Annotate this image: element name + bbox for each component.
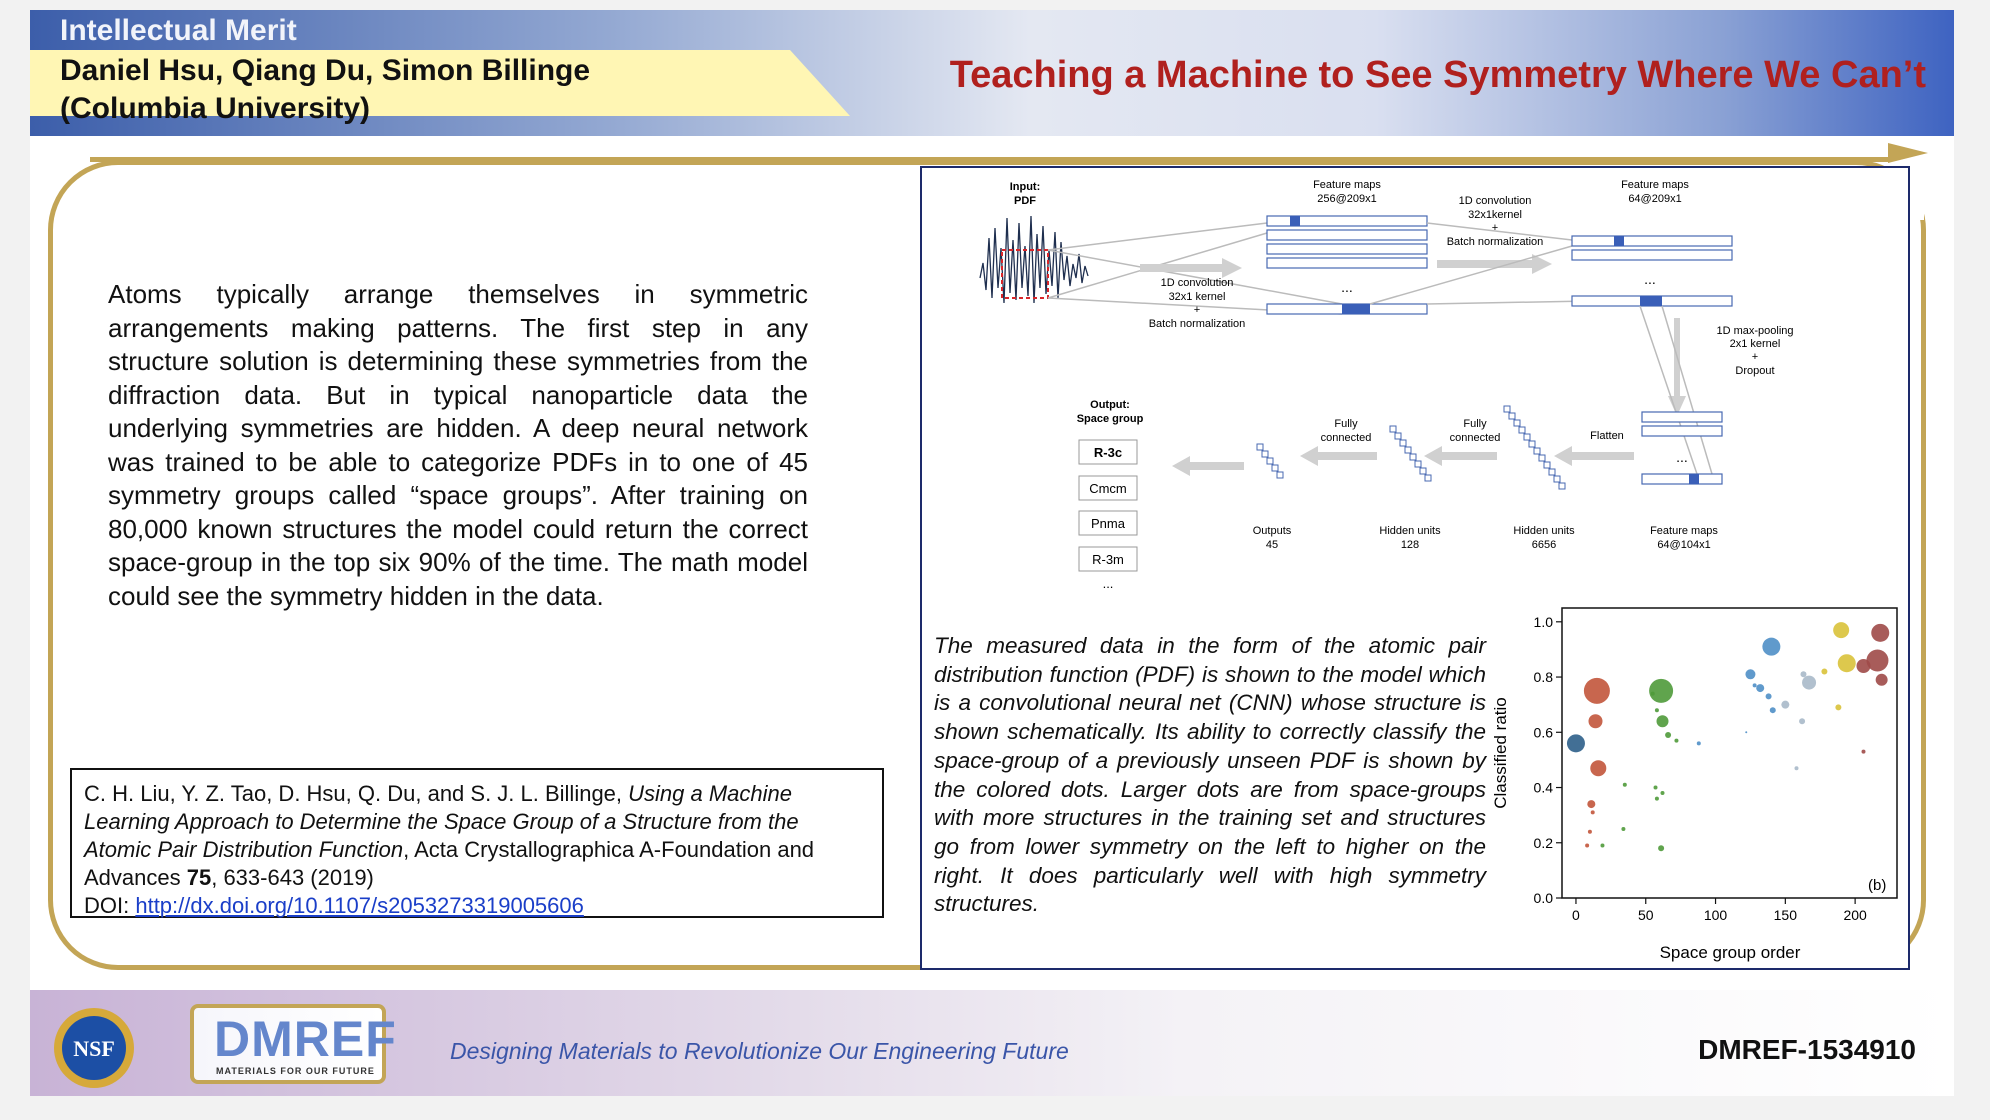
x-tick-label: 0 <box>1572 907 1580 923</box>
frame-top-line <box>90 157 1890 162</box>
fm1-dots: ... <box>1341 279 1353 295</box>
authors-line-2: (Columbia University) <box>60 92 371 125</box>
scatter-point <box>1590 760 1606 776</box>
scatter-point <box>1654 786 1658 790</box>
outputs-label-1: Outputs <box>1252 525 1292 537</box>
dmref-wordmark: DMREF <box>214 1011 397 1067</box>
fm1-title-1: Feature maps <box>1313 179 1381 191</box>
scatter-point <box>1655 708 1659 712</box>
scatter-point <box>1621 827 1625 831</box>
x-tick-label: 100 <box>1703 907 1728 923</box>
output-title-1: Output: <box>1090 399 1130 411</box>
ref-journal: , Acta Crystallographica A-Foundation and Advances <box>84 837 815 890</box>
output-arrow <box>1172 456 1244 476</box>
scatter-point <box>1802 676 1816 690</box>
output-title-2: Space group <box>1076 413 1144 425</box>
scatter-point <box>1588 830 1592 834</box>
scatter-point <box>1838 654 1856 672</box>
scatter-point <box>1799 718 1805 724</box>
scatter-point <box>1600 844 1604 848</box>
scatter-point <box>1665 732 1671 738</box>
scatter-point <box>1770 707 1776 713</box>
space-group-label: R-3c <box>1093 445 1123 460</box>
scatter-point <box>1674 739 1678 743</box>
scatter-point <box>1745 669 1755 679</box>
scatter-point <box>1658 845 1664 851</box>
scatter-point <box>1657 715 1669 727</box>
header <box>30 10 1954 136</box>
slide <box>30 10 1954 1096</box>
pool-label-1: 1D max-pooling <box>1716 325 1794 337</box>
chart-frame <box>1562 608 1897 898</box>
doi-link[interactable]: http://dx.doi.org/10.1107/s2053273319005606 <box>135 893 584 918</box>
conv1-label-1: 1D convolution <box>1160 277 1234 289</box>
scatter-point <box>1661 791 1665 795</box>
scatter-point <box>1833 622 1849 638</box>
hidden6656-chain <box>1504 406 1565 489</box>
scatter-point <box>1835 704 1841 710</box>
hidden6656-label-2: 6656 <box>1531 539 1557 551</box>
fc2-arrow <box>1424 446 1497 466</box>
conv1-label-2: 32x1 kernel <box>1168 291 1226 303</box>
ref-pages: , 633-643 (2019) <box>211 865 374 890</box>
flatten-arrow <box>1554 446 1634 466</box>
scatter-point <box>1795 766 1799 770</box>
flatten-label: Flatten <box>1590 430 1624 442</box>
hidden128-label-1: Hidden units <box>1379 525 1441 537</box>
slide-title: Teaching a Machine to See Symmetry Where We Can’t <box>949 54 1926 96</box>
conv1-arrow <box>1140 258 1242 278</box>
fm3-stack <box>1642 412 1722 484</box>
fc1-label-2: connected <box>1320 432 1372 444</box>
abstract-text: Atoms typically arrange themselves in symmetric arrangements making patterns. The first step in any structure solution is determining these symmetries from the diffraction data. But in typical nanoparticle data the underlying symmetries are hidden. A deep neural network was trained to be able to categorize PDFs in to one of 45 symmetry groups called “space groups”. After training on 80,000 known structures the model could return the correct space-group in the top six 90% of the time. The math model could see the symmetry hidden in the data. <box>108 279 808 611</box>
x-axis <box>1572 898 1867 923</box>
nsf-logo <box>52 1006 136 1090</box>
scatter-point <box>1745 731 1747 733</box>
pool-label-2: 2x1 kernel <box>1729 338 1781 350</box>
authors <box>60 52 590 128</box>
input-label-1: Input: <box>1009 181 1041 193</box>
fm3-title-2: 64@104x1 <box>1657 539 1711 551</box>
footer-tagline: Designing Materials to Revolutionize Our Engineering Future <box>450 1038 1069 1064</box>
proj-line <box>1370 246 1572 304</box>
scatter-point <box>1756 684 1764 692</box>
x-axis-label: Space group order <box>1659 943 1801 962</box>
ref-authors: C. H. Liu, Y. Z. Tao, D. Hsu, Q. Du, and S. J. L. Billinge, <box>84 781 629 806</box>
scatter-point <box>1655 797 1659 801</box>
conv2-label-3: + <box>1491 222 1499 234</box>
conv2-label-4: Batch normalization <box>1446 236 1544 248</box>
space-group-list <box>1079 440 1137 591</box>
scatter-point <box>1585 844 1589 848</box>
panel-label: (b) <box>1868 877 1887 894</box>
fm3-highlight <box>1689 474 1699 484</box>
input-label-2: PDF <box>1014 195 1036 207</box>
space-group-label: Cmcm <box>1089 481 1127 496</box>
y-axis-label: Classified ratio <box>1491 697 1510 809</box>
scatter-point <box>1857 659 1871 673</box>
fm1-highlight <box>1290 216 1300 226</box>
hidden128-label-2: 128 <box>1400 539 1420 551</box>
scatter-point <box>1876 674 1888 686</box>
frame-arrow-head <box>1888 143 1928 163</box>
y-tick-label: 0.2 <box>1533 834 1553 851</box>
authors-line-1: Daniel Hsu, Qiang Du, Simon Billinge <box>60 54 591 87</box>
conv2-label-2: 32x1kernel <box>1468 209 1522 221</box>
ref-volume: 75 <box>186 865 212 890</box>
scatter-point <box>1623 783 1627 787</box>
proj-line <box>1640 306 1697 474</box>
input-pdf-signal <box>980 216 1088 303</box>
figure-caption: The measured data in the form of the atomic pair distribution function (PDF) is shown to the model which is a convolutional neural net (CNN) whose structure is shown schematically. Its ability to correctly classify the space-group of a previously unseen PDF is shown by the colored dots. Larger dots are from space-groups with more structures in the training set and structures go from lower symmetry on the left to higher on the right. It does particularly well with high symmetry structures. <box>934 633 1486 917</box>
hidden6656-label-1: Hidden units <box>1513 525 1575 537</box>
ref-doi-label: DOI: <box>84 893 136 918</box>
fm2-title-2: 64@209x1 <box>1628 193 1682 205</box>
scatter-point <box>1800 671 1806 677</box>
space-group-more: ... <box>1102 576 1114 591</box>
ref-title: Using a Machine Learning Approach to Determine the Space Group of a Structure from the Atomic Pair Distribution Function <box>84 781 799 862</box>
dmref-logo <box>190 1004 397 1084</box>
fc1-arrow <box>1300 446 1377 466</box>
dmref-subtitle: MATERIALS FOR OUR FUTURE <box>216 1066 375 1076</box>
scatter-point <box>1821 669 1827 675</box>
scatter-point <box>1697 741 1701 745</box>
x-tick-label: 200 <box>1843 907 1867 923</box>
y-tick-label: 0.8 <box>1533 669 1553 686</box>
scatter-point <box>1766 693 1772 699</box>
scatter-point <box>1584 678 1610 704</box>
space-group-label: Pnma <box>1091 516 1125 531</box>
y-tick-label: 0.0 <box>1533 890 1553 906</box>
pool-label-3: + <box>1751 351 1759 363</box>
conv1-label-4: Batch normalization <box>1148 318 1246 330</box>
nsf-logo-text: NSF <box>73 1036 115 1061</box>
fm2-title-1: Feature maps <box>1621 179 1689 191</box>
footer <box>30 990 1954 1096</box>
scatter-point <box>1753 683 1757 687</box>
fm3-title-1: Feature maps <box>1650 525 1718 537</box>
fm1-stack <box>1267 216 1427 314</box>
y-tick-label: 0.6 <box>1533 724 1553 741</box>
outputs-label-2: 45 <box>1265 539 1279 551</box>
conv2-label-1: 1D convolution <box>1458 195 1532 207</box>
proj-line <box>1048 223 1267 250</box>
reference-box <box>70 768 884 918</box>
scatter-point <box>1762 638 1780 656</box>
outputs-chain <box>1257 444 1283 478</box>
pool-label-4: Dropout <box>1735 365 1775 377</box>
scatter-point <box>1871 624 1889 642</box>
award-number: DMREF-1534910 <box>1698 1034 1916 1065</box>
scatter-point <box>1567 734 1585 752</box>
scatter-point <box>1587 800 1595 808</box>
y-axis <box>1534 614 1562 906</box>
fm1-highlight <box>1342 304 1370 314</box>
scatter-point <box>1589 714 1603 728</box>
x-tick-label: 150 <box>1773 907 1798 923</box>
hidden128-chain <box>1390 426 1431 481</box>
fc1-label-1: Fully <box>1334 418 1358 430</box>
y-tick-label: 0.4 <box>1533 779 1553 796</box>
fm3-dots: ... <box>1676 449 1688 465</box>
fm2-highlight <box>1614 236 1624 246</box>
scatter-point <box>1651 692 1655 696</box>
x-tick-label: 50 <box>1637 907 1654 923</box>
conv1-label-3: + <box>1193 304 1201 316</box>
fm2-dots: ... <box>1644 271 1656 287</box>
fm2-highlight <box>1640 296 1662 306</box>
scatter-point <box>1649 679 1673 703</box>
scatter-point <box>1781 701 1789 709</box>
scatter-chart <box>1491 608 1897 962</box>
space-group-label: R-3m <box>1092 552 1124 567</box>
section-label: Intellectual Merit <box>60 14 297 47</box>
scatter-point <box>1591 810 1595 814</box>
fc2-label-2: connected <box>1449 432 1501 444</box>
fc2-label-1: Fully <box>1463 418 1487 430</box>
scatter-point <box>1862 750 1866 754</box>
fm1-title-2: 256@209x1 <box>1317 193 1377 205</box>
y-tick-label: 1.0 <box>1533 613 1553 630</box>
